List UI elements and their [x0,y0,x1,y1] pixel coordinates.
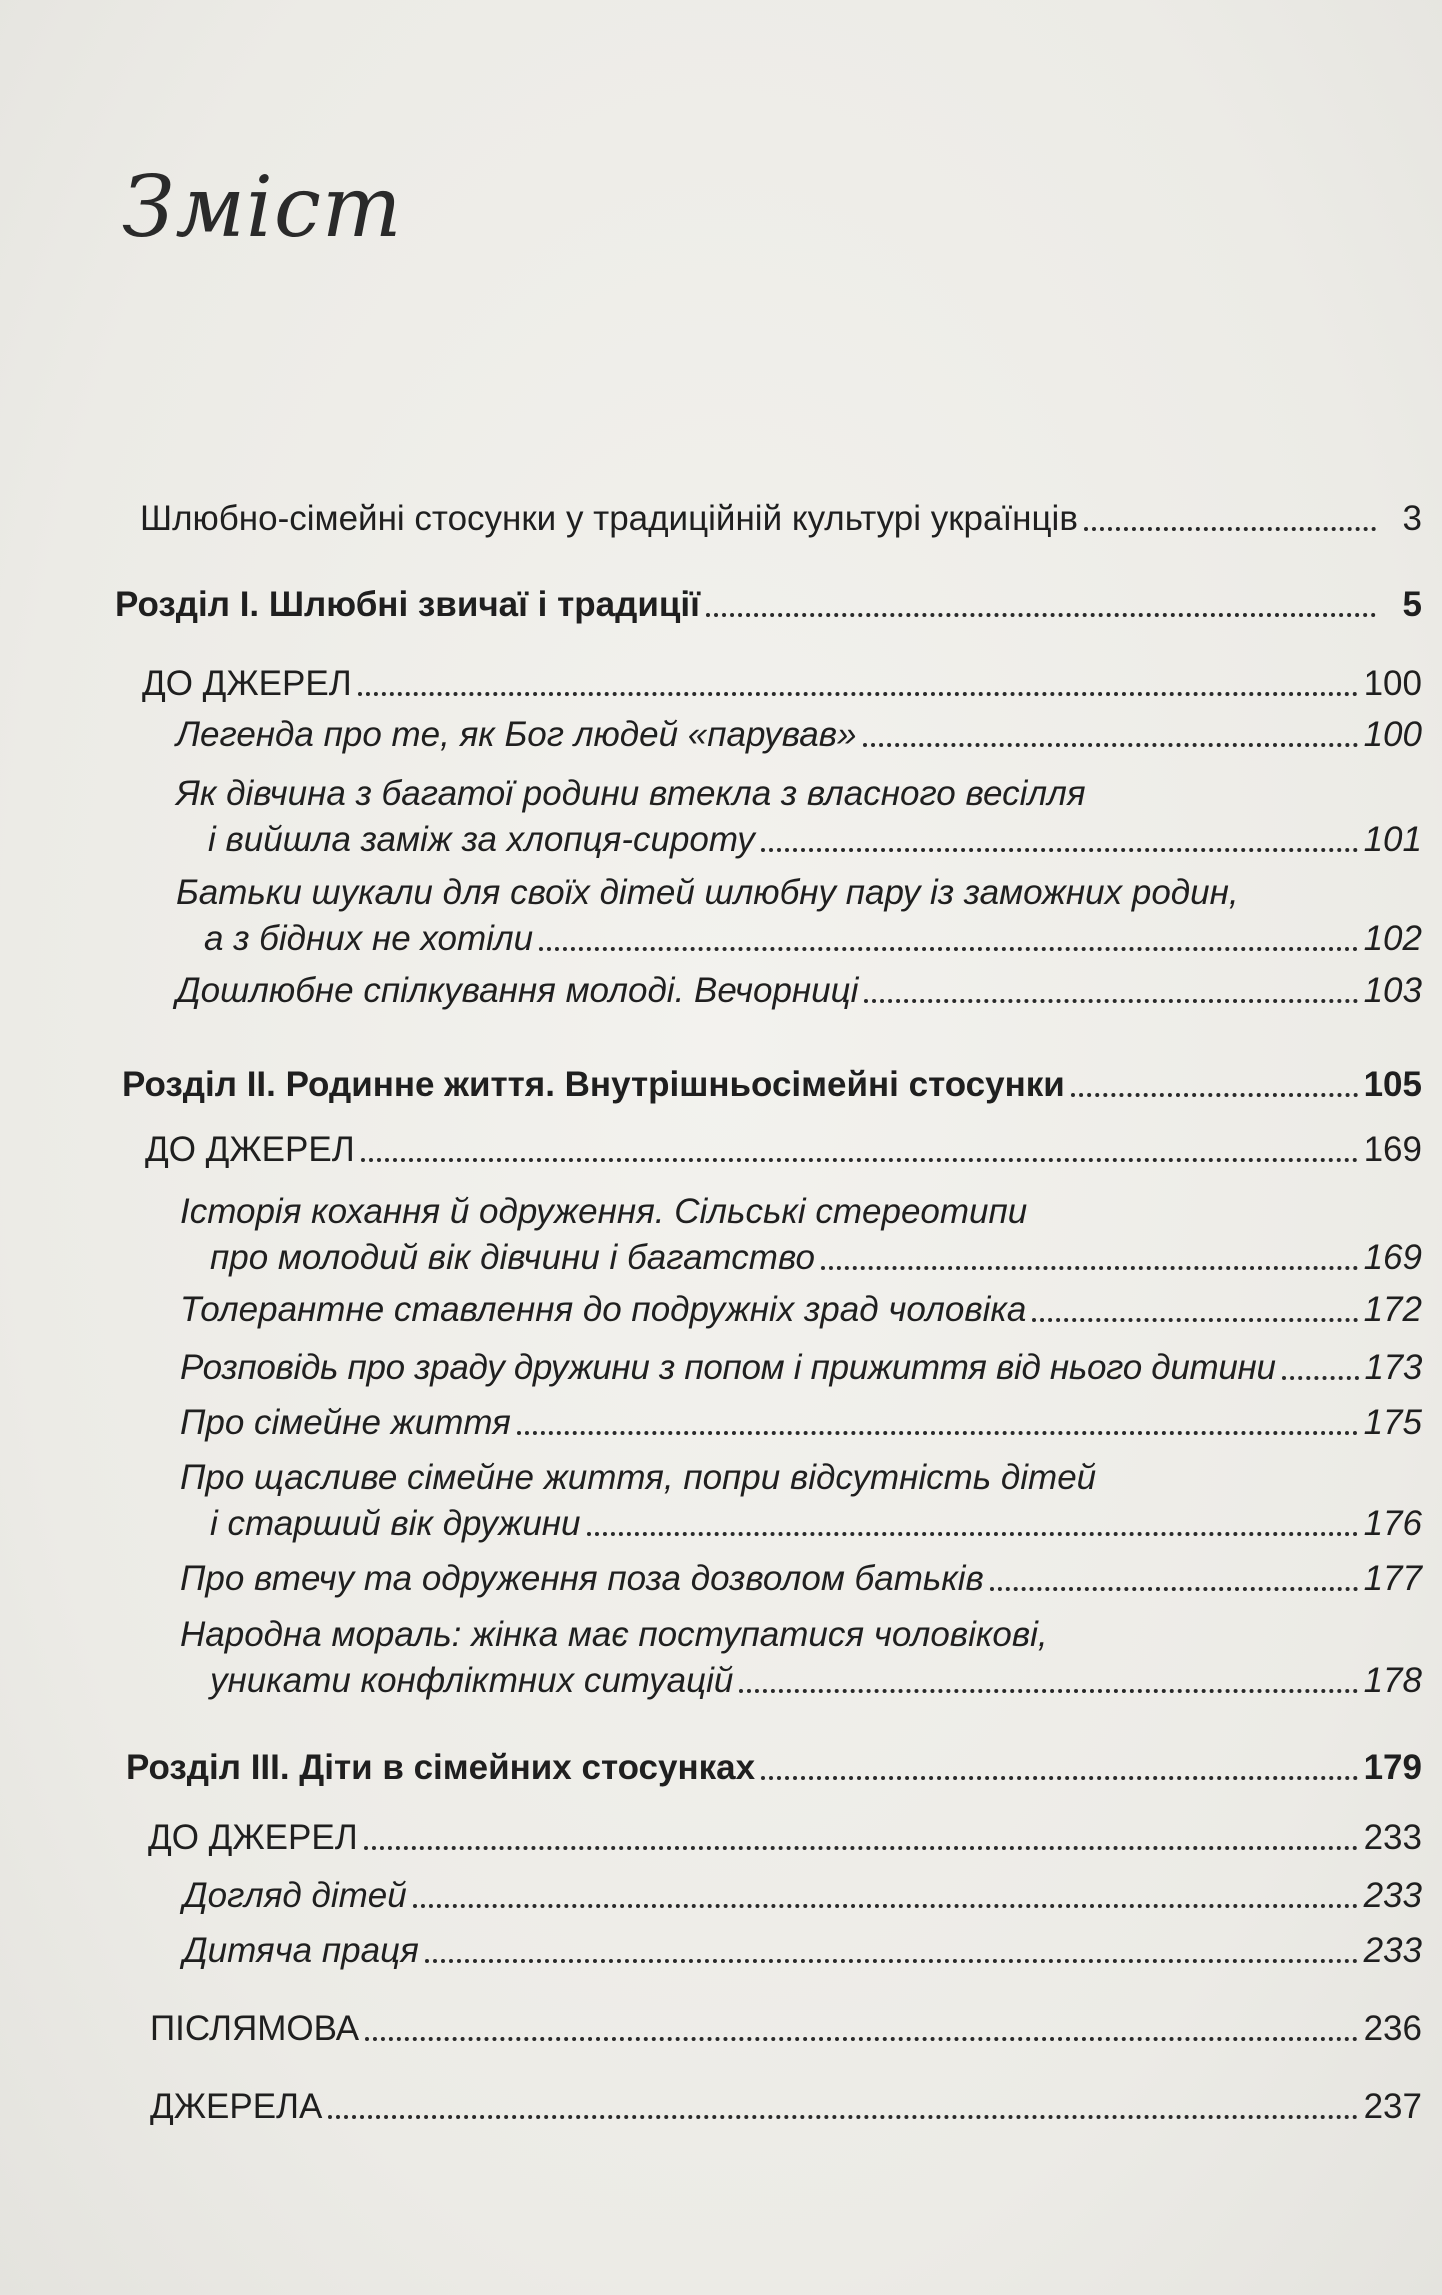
toc-entry-sources-2[interactable] [145,1127,1422,1173]
toc-entry-text-line1: Історія кохання й одруження. Сільські стереотипи [180,1192,1028,1231]
toc-page-number: 169 [1363,1238,1422,1277]
toc-entry-text-line1: Про щасливе сімейне життя, попри відсутність дітей [180,1458,1097,1497]
toc-entry-text-line2: і старший вік дружини [210,1504,581,1543]
toc-entry-text: Розділ ІІІ. Діти в сімейних стосунках [126,1748,756,1787]
toc-entry-happy-life[interactable] [180,1455,1422,1547]
toc-entry-legend[interactable] [176,712,1422,758]
toc-entry-text-line2: уникати конфліктних ситуацій [210,1661,734,1700]
toc-entry-afterword[interactable] [150,2006,1422,2052]
toc-page-number: 103 [1363,971,1422,1010]
toc-entry-text: Про втечу та одруження поза дозволом батьків [180,1559,984,1598]
toc-entry-text: Легенда про те, як Бог людей «парував» [176,715,857,754]
toc-entry-folk-morality[interactable] [180,1612,1422,1704]
toc-entry-chapter-3[interactable] [126,1745,1422,1791]
toc-entry-girl-escaped[interactable] [176,771,1422,863]
dot-leader [539,947,1357,951]
dot-leader [864,999,1357,1003]
toc-entry-text: Розділ ІІ. Родинне життя. Внутрішньосімейні стосунки [122,1065,1065,1104]
toc-entry-chapter-1[interactable] [115,582,1422,628]
toc-page-number: 100 [1363,664,1422,703]
toc-entry-love-story[interactable] [180,1189,1422,1281]
toc-entry-family-life[interactable] [180,1400,1422,1446]
toc-entry-text: Про сімейне життя [180,1403,511,1442]
toc-entry-text: Розділ І. Шлюбні звичаї і традиції [115,585,700,624]
toc-page-number: 233 [1363,1876,1422,1915]
toc-entry-text: ДО ДЖЕРЕЛ [148,1818,358,1857]
dot-leader [761,1776,1358,1780]
toc-page-number: 100 [1363,715,1422,754]
toc-page-number: 233 [1363,1931,1422,1970]
toc-page-number: 3 [1402,499,1422,538]
toc-entry-elopement[interactable] [180,1556,1422,1602]
toc-page-number: 102 [1363,919,1422,958]
toc-entry-text-line2: про молодий вік дівчини і багатство [210,1238,815,1277]
toc-page-number: 169 [1363,1130,1422,1169]
toc-entry-text: Толерантне ставлення до подружніх зрад чоловіка [180,1290,1027,1329]
toc-entry-text: Шлюбно-сімейні стосунки у традиційній культурі українців [140,499,1078,538]
dot-leader [517,1431,1358,1435]
toc-page-number: 178 [1363,1661,1422,1700]
dot-leader [739,1689,1357,1693]
toc-entry-tolerance[interactable] [180,1287,1422,1333]
toc-entry-premarital[interactable] [176,968,1422,1014]
dot-leader [1282,1376,1359,1380]
toc-entry-text: Дитяча праця [183,1931,419,1970]
page-title: Зміст [122,158,403,256]
toc-entry-text: ДО ДЖЕРЕЛ [145,1130,355,1169]
toc-page-number: 172 [1363,1290,1422,1329]
toc-page-number: 105 [1363,1065,1422,1104]
toc-page-number: 176 [1363,1504,1422,1543]
dot-leader [990,1587,1358,1591]
toc-page-number: 101 [1363,820,1422,859]
toc-entry-parents-sought[interactable] [176,870,1422,962]
toc-entry-text: Розповідь про зраду дружини з попом і прижиття від нього дитини [180,1348,1276,1387]
toc-entry-text-line2: а з бідних не хотіли [204,919,534,958]
dot-leader [821,1266,1358,1270]
toc-entry-text: ДО ДЖЕРЕЛ [142,664,352,703]
dot-leader [761,848,1358,852]
toc-entry-text: ДЖЕРЕЛА [150,2087,323,2126]
toc-entry-text-line1: Батьки шукали для своїх дітей шлюбну пару із заможних родин, [176,873,1239,912]
toc-page-number: 179 [1363,1748,1422,1787]
toc-entry-intro[interactable] [140,496,1422,542]
toc-page-number: 173 [1364,1348,1422,1387]
dot-leader [413,1904,1358,1908]
dot-leader [1071,1093,1358,1097]
dot-leader [328,2115,1357,2119]
toc-page-number: 233 [1363,1818,1422,1857]
toc-entry-text-line1: Як дівчина з багатої родини втекла з власного весілля [176,774,1086,813]
toc-entry-sources-1[interactable] [142,661,1422,707]
toc-entry-sources-list[interactable] [150,2084,1422,2130]
dot-leader [425,1959,1358,1963]
toc-page-number: 5 [1402,585,1422,624]
toc-page-number: 175 [1363,1403,1422,1442]
toc-entry-text: Догляд дітей [183,1876,407,1915]
dot-leader [365,2037,1357,2041]
toc-entry-chapter-2[interactable] [122,1062,1422,1108]
toc-entry-text-line2: і вийшла заміж за хлопця-сироту [208,820,755,859]
dot-leader [361,1158,1358,1162]
toc-page-number: 236 [1363,2009,1422,2048]
dot-leader [1084,527,1376,531]
toc-entry-childcare[interactable] [183,1873,1422,1919]
toc-entry-text-line1: Народна мораль: жінка має поступатися чоловікові, [180,1615,1048,1654]
toc-page-number: 237 [1363,2087,1422,2126]
toc-entry-betrayal[interactable] [180,1345,1422,1391]
dot-leader [706,613,1376,617]
toc-entry-text: Дошлюбне спілкування молоді. Вечорниці [176,971,859,1010]
toc-entry-child-labor[interactable] [183,1928,1422,1974]
toc-entry-sources-3[interactable] [148,1815,1422,1861]
dot-leader [364,1846,1358,1850]
dot-leader [1032,1318,1357,1322]
dot-leader [863,743,1358,747]
toc-page-number: 177 [1363,1559,1422,1598]
dot-leader [587,1532,1358,1536]
dot-leader [358,692,1358,696]
toc-entry-text: ПІСЛЯМОВА [150,2009,360,2048]
